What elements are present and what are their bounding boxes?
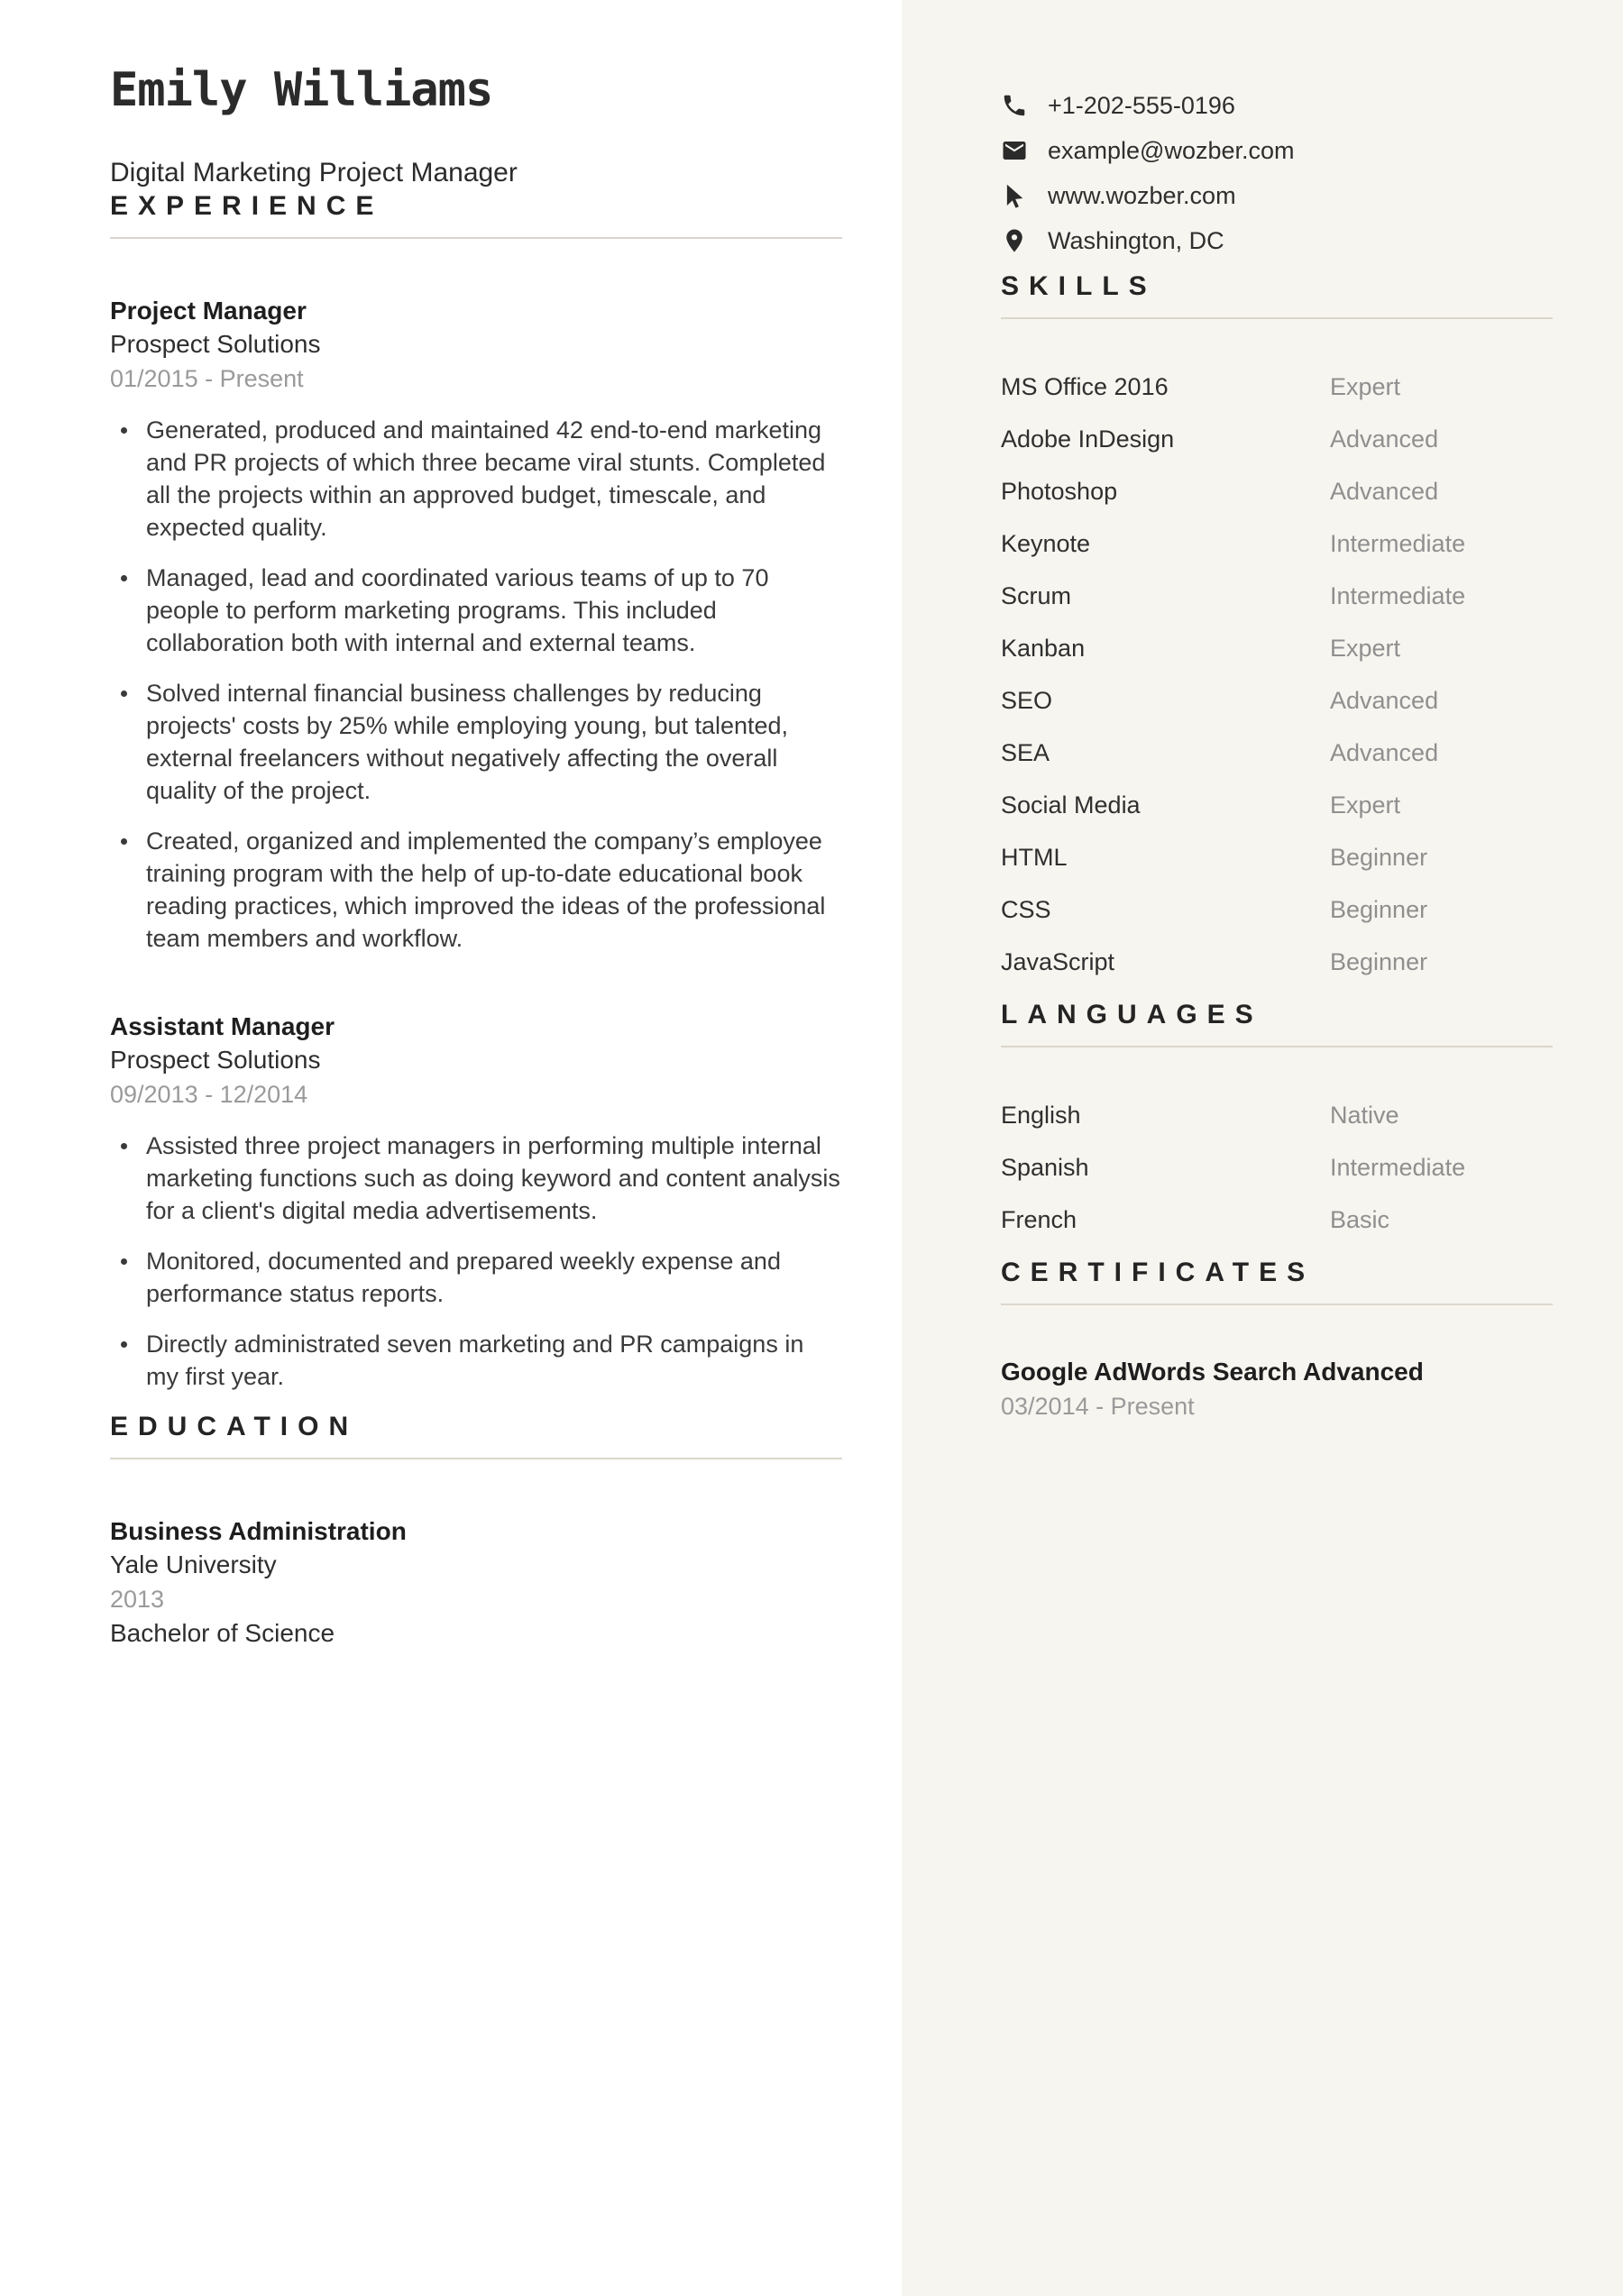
skill-row xyxy=(1001,947,1553,977)
section-divider xyxy=(110,1458,842,1459)
certificates-heading: CERTIFICATES xyxy=(1001,1258,1316,1287)
skill-row xyxy=(1001,737,1553,768)
job-bullet: Generated, produced and maintained 42 end-to-end marketing and PR projects of which three became viral stunts. Completed all the projects within an approved budget, timescale, and expected quality. xyxy=(110,414,842,544)
contact-phone-row xyxy=(1001,90,1553,121)
certificate-dates: 03/2014 - Present xyxy=(1001,1393,1195,1420)
contact-email: example@wozber.com xyxy=(1048,137,1295,164)
job-bullet: Monitored, documented and prepared weekly expense and performance status reports. xyxy=(110,1245,842,1310)
skill-row xyxy=(1001,476,1553,507)
experience-entry xyxy=(110,1011,842,1393)
person-job-title: Digital Marketing Project Manager xyxy=(110,158,518,188)
skill-level: Advanced xyxy=(1330,478,1439,505)
job-title: Assistant Manager xyxy=(110,1012,335,1040)
skill-level: Beginner xyxy=(1330,948,1428,975)
person-name: Emily Williams xyxy=(110,63,493,117)
skill-name: Keynote xyxy=(1001,530,1091,557)
email-icon xyxy=(1001,137,1028,164)
skill-name: JavaScript xyxy=(1001,948,1115,975)
language-name: Spanish xyxy=(1001,1154,1089,1181)
education-entry xyxy=(110,1515,842,1650)
skills-heading: SKILLS xyxy=(1001,271,1157,301)
education-year: 2013 xyxy=(110,1586,165,1613)
skill-name: CSS xyxy=(1001,896,1051,923)
section-divider xyxy=(1001,1046,1553,1047)
skill-level: Intermediate xyxy=(1330,530,1466,557)
section-divider xyxy=(110,237,842,239)
skill-name: MS Office 2016 xyxy=(1001,373,1169,400)
skill-level: Beginner xyxy=(1330,844,1428,871)
language-name: French xyxy=(1001,1206,1077,1233)
skill-level: Advanced xyxy=(1330,739,1439,766)
language-row xyxy=(1001,1152,1553,1183)
skill-level: Expert xyxy=(1330,791,1401,819)
experience-entry xyxy=(110,295,842,955)
skill-name: Kanban xyxy=(1001,635,1086,662)
skill-name: HTML xyxy=(1001,844,1068,871)
job-company: Prospect Solutions xyxy=(110,330,321,358)
language-row xyxy=(1001,1100,1553,1130)
skill-row xyxy=(1001,633,1553,663)
skills-list xyxy=(1001,371,1553,977)
skill-row xyxy=(1001,528,1553,559)
section-divider xyxy=(1001,317,1553,319)
skill-row xyxy=(1001,371,1553,402)
contact-website-row xyxy=(1001,180,1553,211)
skill-row xyxy=(1001,790,1553,820)
education-heading: EDUCATION xyxy=(110,1412,359,1441)
job-dates: 01/2015 - Present xyxy=(110,365,304,392)
sidebar-column xyxy=(1001,90,1553,1422)
skill-name: Photoshop xyxy=(1001,478,1118,505)
skill-row xyxy=(1001,581,1553,611)
skill-level: Intermediate xyxy=(1330,582,1466,609)
job-dates: 09/2013 - 12/2014 xyxy=(110,1081,308,1108)
job-bullet: Assisted three project managers in performing multiple internal marketing functions such as doing keyword and content analysis for a client's digital media advertisements. xyxy=(110,1130,842,1227)
language-row xyxy=(1001,1204,1553,1235)
job-bullet: Managed, lead and coordinated various teams of up to 70 people to perform marketing programs. This included collaboration both with internal and external teams. xyxy=(110,562,842,659)
cursor-icon xyxy=(1001,182,1028,209)
contact-email-row xyxy=(1001,135,1553,166)
certificate-entry xyxy=(1001,1356,1553,1422)
skill-name: Scrum xyxy=(1001,582,1072,609)
skill-level: Expert xyxy=(1330,635,1401,662)
contact-location: Washington, DC xyxy=(1048,227,1224,254)
language-name: English xyxy=(1001,1102,1081,1129)
languages-heading: LANGUAGES xyxy=(1001,1000,1263,1029)
job-bullet-list xyxy=(110,414,842,955)
skill-row xyxy=(1001,424,1553,454)
contact-phone: +1-202-555-0196 xyxy=(1048,92,1235,119)
location-icon xyxy=(1001,227,1028,254)
skill-row xyxy=(1001,685,1553,716)
skill-level: Expert xyxy=(1330,373,1401,400)
main-column xyxy=(110,61,842,1650)
skill-name: SEO xyxy=(1001,687,1053,714)
language-level: Intermediate xyxy=(1330,1154,1466,1181)
certificate-name: Google AdWords Search Advanced xyxy=(1001,1358,1424,1386)
job-bullet-list xyxy=(110,1130,842,1393)
skill-row xyxy=(1001,842,1553,873)
job-company: Prospect Solutions xyxy=(110,1046,321,1074)
education-school: Yale University xyxy=(110,1550,277,1578)
contact-location-row xyxy=(1001,225,1553,256)
contact-website: www.wozber.com xyxy=(1048,182,1236,209)
skill-level: Advanced xyxy=(1330,687,1439,714)
job-title: Project Manager xyxy=(110,297,307,325)
skill-row xyxy=(1001,894,1553,925)
skill-level: Advanced xyxy=(1330,425,1439,453)
language-level: Basic xyxy=(1330,1206,1390,1233)
education-degree: Business Administration xyxy=(110,1517,407,1545)
languages-list xyxy=(1001,1100,1553,1235)
education-level: Bachelor of Science xyxy=(110,1619,335,1647)
job-bullet: Directly administrated seven marketing and PR campaigns in my first year. xyxy=(110,1328,842,1393)
skill-name: Social Media xyxy=(1001,791,1141,819)
skill-name: SEA xyxy=(1001,739,1050,766)
experience-heading: EXPERIENCE xyxy=(110,191,384,221)
job-bullet: Created, organized and implemented the company’s employee training program with the help of up-to-date educational book reading practices, which improved the ideas of the professional team members and workflow. xyxy=(110,825,842,955)
job-bullet: Solved internal financial business challenges by reducing projects' costs by 25% while employing young, but talented, external freelancers without negatively affecting the overall quality of the project. xyxy=(110,677,842,807)
skill-level: Beginner xyxy=(1330,896,1428,923)
language-level: Native xyxy=(1330,1102,1399,1129)
skill-name: Adobe InDesign xyxy=(1001,425,1175,453)
section-divider xyxy=(1001,1304,1553,1305)
phone-icon xyxy=(1001,92,1028,119)
